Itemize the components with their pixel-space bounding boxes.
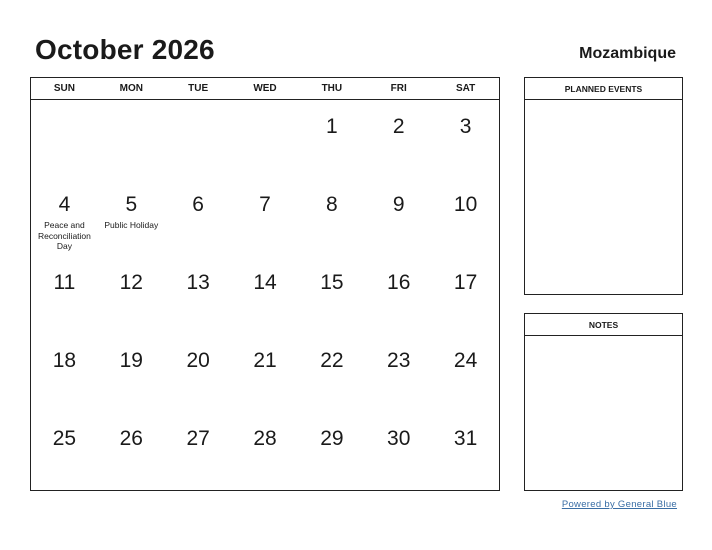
calendar-day-cell bbox=[432, 178, 499, 256]
day-number: 31 bbox=[453, 427, 478, 450]
day-number: 14 bbox=[253, 271, 277, 294]
calendar-day-cell bbox=[432, 100, 499, 178]
weekday-header bbox=[31, 78, 499, 100]
calendar-day-cell bbox=[365, 256, 432, 334]
day-number: 5 bbox=[125, 193, 138, 216]
calendar-day-cell bbox=[432, 412, 499, 490]
powered-by-link[interactable]: Powered by General Blue bbox=[561, 499, 677, 510]
day-number: 15 bbox=[320, 271, 344, 294]
calendar-week bbox=[31, 178, 499, 256]
day-number: 20 bbox=[186, 349, 210, 372]
calendar-day-cell bbox=[232, 100, 299, 178]
calendar-day-cell bbox=[232, 412, 299, 490]
day-number: 1 bbox=[326, 115, 338, 138]
calendar-day-cell bbox=[31, 334, 98, 412]
calendar-day-cell bbox=[232, 256, 299, 334]
calendar-week bbox=[31, 100, 499, 178]
weekday-fri: FRI bbox=[390, 83, 407, 94]
planned-events-title: PLANNED EVENTS bbox=[525, 78, 682, 100]
calendar-day-cell bbox=[165, 256, 232, 334]
calendar-day-cell bbox=[232, 334, 299, 412]
calendar-day-cell bbox=[31, 100, 98, 178]
calendar-day-cell bbox=[31, 178, 98, 256]
calendar-day-cell bbox=[365, 100, 432, 178]
day-number: 13 bbox=[186, 271, 210, 294]
calendar-day-cell bbox=[98, 412, 165, 490]
calendar-day-cell bbox=[365, 412, 432, 490]
weekday-sun: SUN bbox=[53, 83, 75, 94]
calendar-day-cell bbox=[298, 178, 365, 256]
calendar-day-cell bbox=[432, 334, 499, 412]
calendar-week bbox=[31, 334, 499, 412]
day-number: 26 bbox=[119, 427, 143, 450]
holiday-label: Public Holiday bbox=[104, 220, 159, 230]
calendar-day-cell bbox=[298, 256, 365, 334]
day-number: 18 bbox=[52, 349, 77, 372]
calendar-day-cell bbox=[365, 178, 432, 256]
calendar-day-cell bbox=[165, 100, 232, 178]
day-number: 30 bbox=[387, 427, 411, 450]
day-number: 23 bbox=[387, 349, 411, 372]
weekday-thu: THU bbox=[321, 83, 343, 94]
day-number: 24 bbox=[453, 349, 478, 372]
day-number: 11 bbox=[53, 271, 76, 294]
calendar-day-cell bbox=[298, 334, 365, 412]
calendar-grid bbox=[31, 100, 499, 490]
calendar-day-cell bbox=[298, 100, 365, 178]
calendar-day-cell bbox=[298, 412, 365, 490]
day-number: 4 bbox=[58, 193, 71, 216]
day-number: 28 bbox=[253, 427, 277, 450]
calendar-week bbox=[31, 256, 499, 334]
weekday-mon: MON bbox=[119, 83, 143, 94]
day-number: 22 bbox=[320, 349, 344, 372]
day-number: 29 bbox=[320, 427, 344, 450]
calendar-day-cell bbox=[31, 256, 98, 334]
month-calendar bbox=[30, 77, 500, 491]
calendar-day-cell bbox=[165, 412, 232, 490]
day-number: 17 bbox=[453, 271, 478, 294]
page-title: October 2026 bbox=[35, 34, 215, 65]
country-label: Mozambique bbox=[579, 45, 676, 62]
holiday-label: Peace and Reconciliation Day bbox=[37, 220, 91, 251]
calendar-day-cell bbox=[98, 256, 165, 334]
notes-panel bbox=[524, 313, 683, 491]
calendar-day-cell bbox=[432, 256, 499, 334]
day-number: 21 bbox=[253, 349, 277, 372]
calendar-day-cell bbox=[165, 334, 232, 412]
calendar-day-cell bbox=[98, 178, 165, 256]
day-number: 7 bbox=[259, 193, 271, 216]
calendar-day-cell bbox=[232, 178, 299, 256]
calendar-week bbox=[31, 412, 499, 490]
notes-title: NOTES bbox=[525, 314, 682, 336]
day-number: 25 bbox=[52, 427, 77, 450]
weekday-sat: SAT bbox=[455, 83, 476, 94]
day-number: 2 bbox=[392, 115, 405, 138]
day-number: 16 bbox=[387, 271, 411, 294]
calendar-day-cell bbox=[31, 412, 98, 490]
calendar-day-cell bbox=[365, 334, 432, 412]
day-number: 9 bbox=[392, 193, 405, 216]
day-number: 3 bbox=[459, 115, 472, 138]
day-number: 12 bbox=[119, 271, 143, 294]
calendar-day-cell bbox=[98, 100, 165, 178]
planned-events-panel bbox=[524, 77, 683, 295]
calendar-day-cell bbox=[165, 178, 232, 256]
day-number: 27 bbox=[186, 427, 210, 450]
day-number: 6 bbox=[192, 193, 204, 216]
day-number: 10 bbox=[453, 193, 478, 216]
calendar-day-cell bbox=[98, 334, 165, 412]
day-number: 8 bbox=[326, 193, 338, 216]
weekday-tue: TUE bbox=[188, 83, 209, 94]
day-number: 19 bbox=[119, 349, 143, 372]
weekday-wed: WED bbox=[253, 83, 277, 94]
